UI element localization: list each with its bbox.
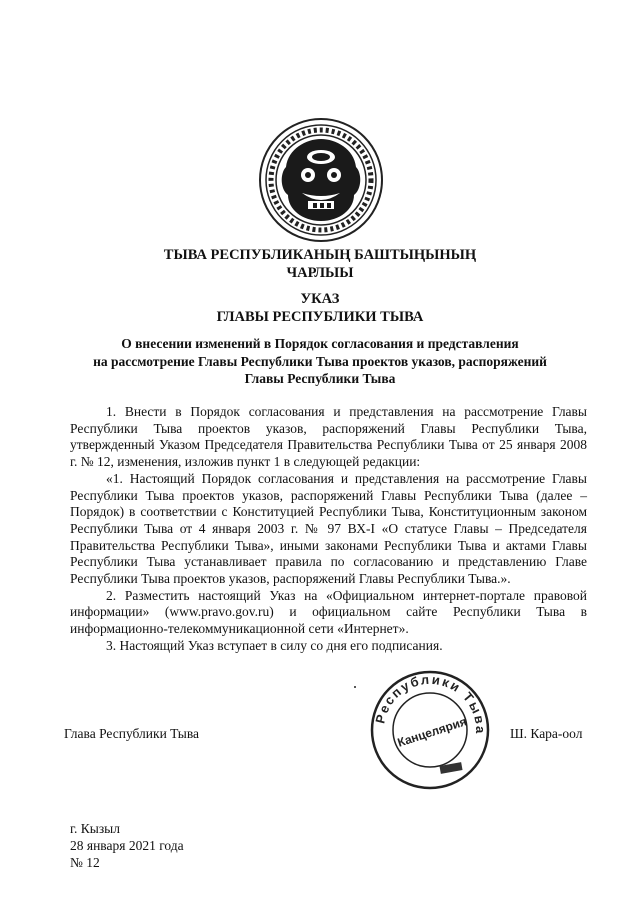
doc-type: УКАЗ [300,291,340,307]
tuvan-title-line1: ТЫВА РЕСПУБЛИКАНЫҢ БАШТЫҢЫНЫҢ [163,247,477,263]
subject-line3: Главы Республики Тыва [244,371,396,386]
subject-line2: на рассмотрение Главы Республики Тыва проектов указов, распоряжений [93,353,547,369]
footer-number: № 12 [70,855,100,870]
ink-dot [354,686,356,688]
paragraph-1: 1. Внести в Порядок согласования и представления на рассмотрение Главы Республики Тыва проектов указов, распоряжений Главы Республики Тыва, утвержденный Указом Председателя Правительства Республики Тыва от 25 января 2008 г. № 12, изменения, изложив пункт 1 в следующей редакции: [70,404,587,470]
stamp-center-text: Канцелярия [395,714,469,750]
subject-line1: О внесении изменений в Порядок согласования и представления [121,336,519,351]
paragraph-3: 2. Разместить настоящий Указ на «Официальном интернет-портале правовой информации» (www.pravo.gov.ru) и официальном сайте Республики Тыва в информационно-телекоммуникационной сети «Интернет». [70,587,587,637]
decree-body [70,404,587,655]
tuvan-title-line2: ЧАРЛЫЫ [286,265,354,281]
tuvan-title [60,246,580,282]
paragraph-4: 3. Настоящий Указ вступает в силу со дня его подписания. [106,637,443,653]
document-subject [60,335,580,388]
footer-block [70,820,184,871]
doc-issuer: ГЛАВЫ РЕСПУБЛИКИ ТЫВА [216,309,424,325]
signatory-name: Ш. Кара-оол [510,726,583,741]
tuva-coat-of-arms-emblem [258,117,384,243]
document-title [60,290,580,326]
footer-date: 28 января 2021 года [70,838,184,853]
footer-city: г. Кызыл [70,821,120,836]
stamp-ring-text: Республики Тыва [372,671,489,736]
paragraph-2: «1. Настоящий Порядок согласования и представления на рассмотрение Главы Республики Тыва проектов указов, распоряжений Главы Республики Тыва (далее – Порядок) в соответствии с Конституцией Республики Тыва, Конституционным законом Республики Тыва от 4 января 2003 г. № 97 ВХ-I «О статусе Главы – Председателя Правительства Республики Тыва», иными законами Республики Тыва и актами Главы Республики Тыва устанавливает правила по согласованию и представлению Главе Республики Тыва проектов указов, распоряжений Главы Республики Тыва.». [70,470,587,587]
chancellery-stamp [368,668,492,792]
signatory-position: Глава Республики Тыва [64,726,200,741]
